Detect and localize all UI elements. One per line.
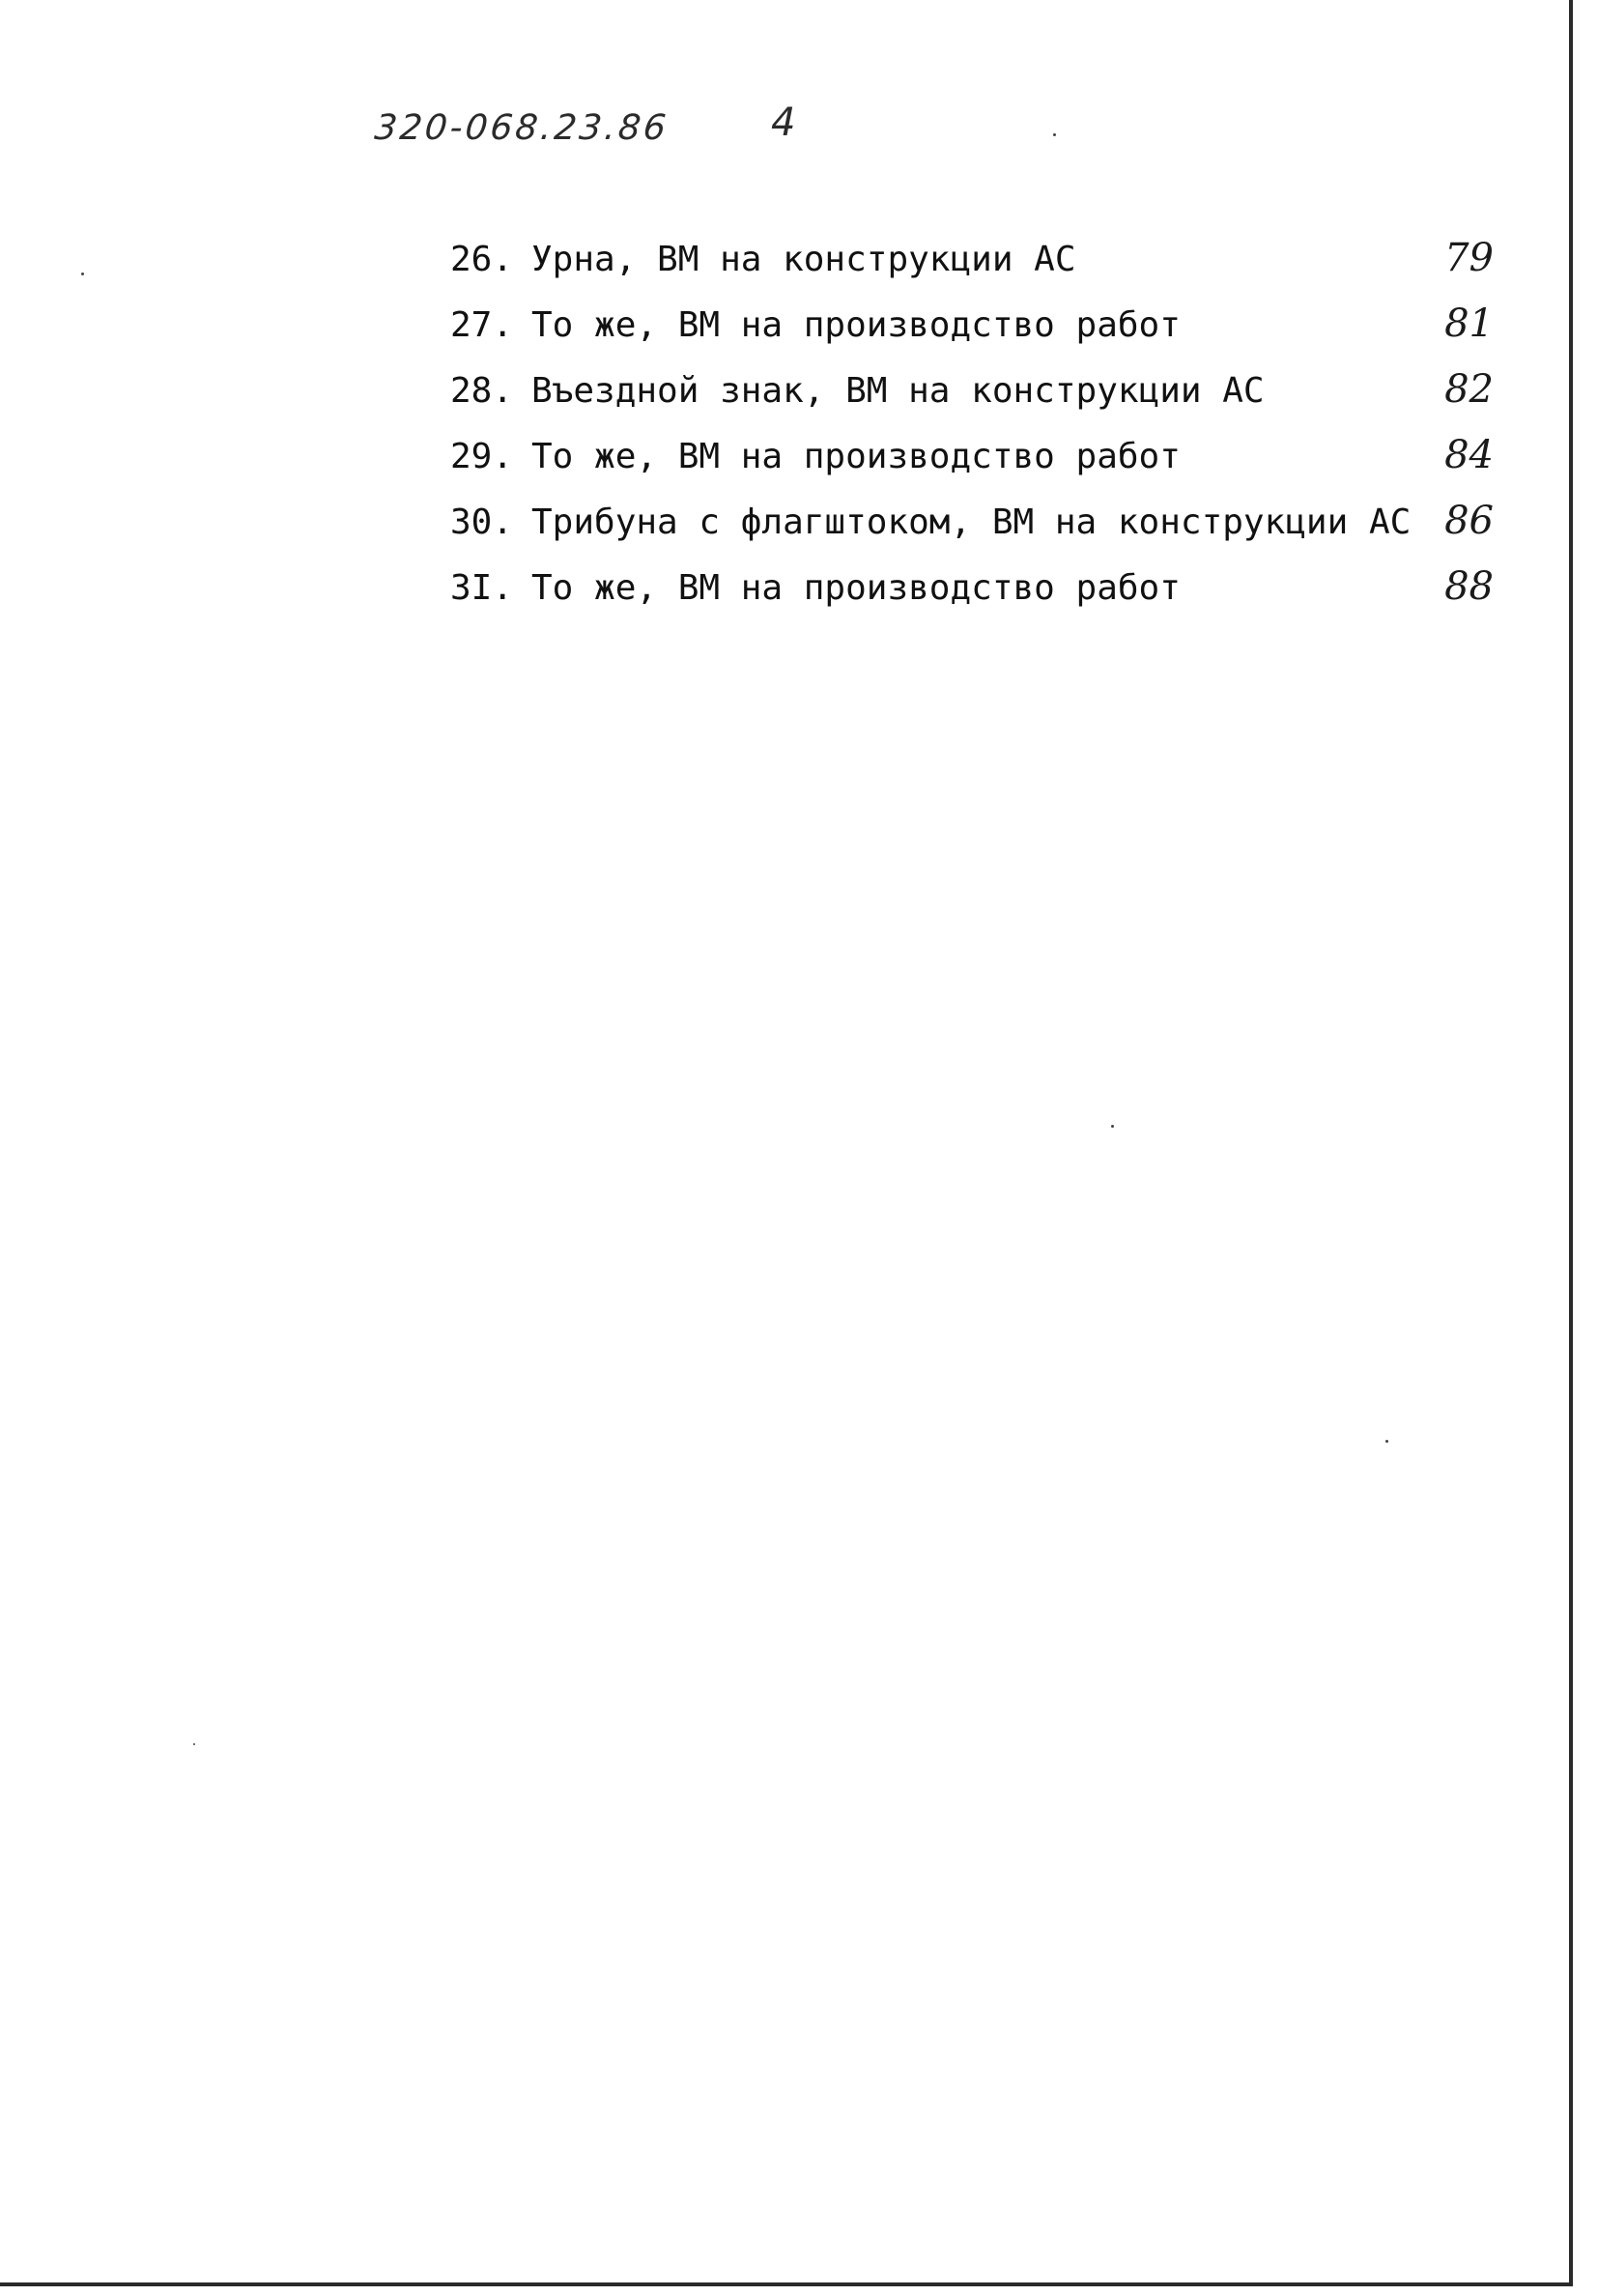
toc-row xyxy=(450,301,1494,371)
toc-item-number: 30. xyxy=(450,502,514,542)
toc-item-page: 88 xyxy=(1444,564,1494,609)
toc-item-page: 81 xyxy=(1444,301,1494,346)
toc-row xyxy=(450,236,1494,305)
toc-item-number: 26. xyxy=(450,240,514,279)
toc-item-number: 28. xyxy=(450,371,514,411)
toc-row xyxy=(450,564,1494,634)
scan-speck xyxy=(1385,1440,1388,1443)
scan-speck xyxy=(1111,1125,1114,1128)
toc-item-number: 27. xyxy=(450,305,514,345)
toc-item-title: То же, ВМ на производство работ xyxy=(531,305,1181,345)
toc-item-page: 86 xyxy=(1444,499,1494,543)
toc-item-title: То же, ВМ на производство работ xyxy=(531,568,1181,608)
toc-row xyxy=(450,499,1494,568)
document-code: 320-068.23.86 xyxy=(372,108,671,148)
scan-speck xyxy=(193,1743,195,1745)
toc-item-title: То же, ВМ на производство работ xyxy=(531,437,1181,476)
toc-item-title: Урна, ВМ на конструкции АС xyxy=(531,240,1076,279)
toc-item-page: 84 xyxy=(1444,433,1494,477)
table-of-contents xyxy=(450,236,1494,634)
toc-item-page: 82 xyxy=(1444,367,1494,412)
toc-item-title: Въездной знак, ВМ на конструкции АС xyxy=(531,371,1265,411)
scan-speck xyxy=(81,273,84,275)
toc-item-title: Трибуна с флагштоком, ВМ на конструкции АС xyxy=(531,502,1412,542)
toc-row xyxy=(450,367,1494,437)
toc-row xyxy=(450,433,1494,502)
scan-speck xyxy=(1053,133,1056,136)
toc-item-page: 79 xyxy=(1444,236,1494,280)
toc-item-number: 29. xyxy=(450,437,514,476)
page-number: 4 xyxy=(771,100,796,145)
toc-item-number: 3I. xyxy=(450,568,514,608)
